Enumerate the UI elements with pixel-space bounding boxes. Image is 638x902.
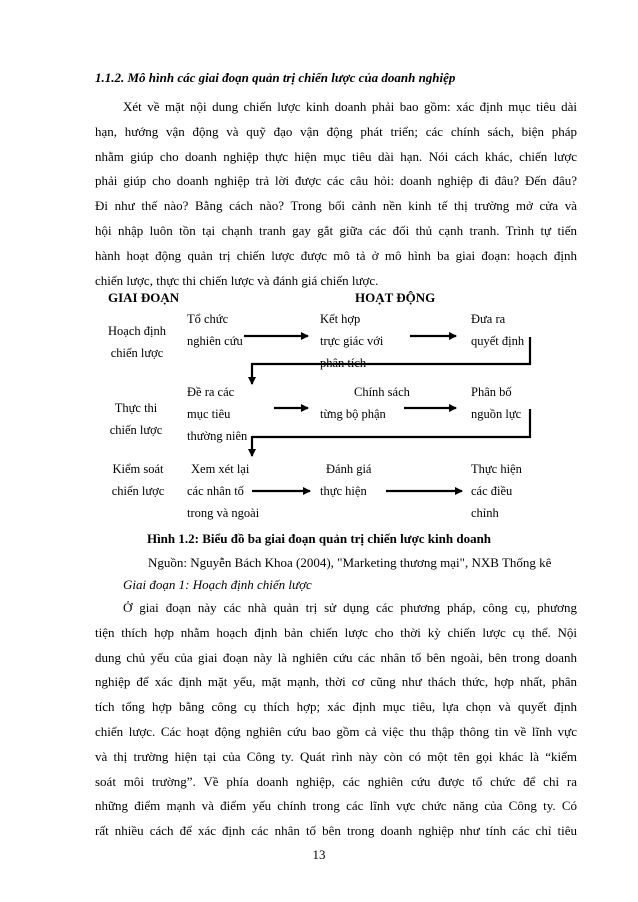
page-number: 13 [312, 847, 326, 862]
activity-box: Xem xét lại các nhân tố trong và ngoài [187, 462, 260, 520]
stage-column-header: GIAI ĐOẠN [108, 290, 180, 305]
text-line: những điểm mạnh và điểm yếu chính trong các lĩnh vực chức năng của Công ty. Có [95, 798, 577, 814]
text-line: hành hoạt động quản trị chiến lược được mô tả ở mô hình ba giai đoạn: hoạch định [95, 247, 577, 263]
figure-caption: Hình 1.2: Biểu đồ ba giai đoạn quản trị chiến lược kinh doanh [146, 531, 492, 546]
text-line: dung chủ yếu của giai đoạn này là nghiên cứu các nhân tố bên ngoài, bên trong doanh [95, 649, 577, 665]
activity-box: Chính sách từng bộ phận [320, 385, 410, 421]
text-line: rất nhiều cách để xác định các nhân tố bên trong doanh nghiệp như tính các chỉ tiêu [95, 823, 577, 839]
stage-name-planning: Hoạch định chiến lược [108, 324, 166, 360]
stage-name-control: Kiểm soát chiến lược [111, 462, 165, 498]
activity-box: Đề ra các mục tiêu thường niên [187, 385, 248, 443]
text-line: Xét về mặt nội dung chiến lược kinh doanh phải bao gồm: xác định mục tiêu dài [123, 99, 577, 114]
text-line: và thị trường hiện tại của Công ty. Quát rình này còn có một tên gọi khác là “kiểm [95, 748, 577, 764]
diagram-arrows [0, 280, 638, 530]
text-line: nghiệp để xác định mặt yếu, mặt mạnh, thời cơ cũng như thách thức, hợp nhất, phân [95, 674, 577, 690]
activity-column-header: HOẠT ĐỘNG [355, 290, 436, 305]
text-line: soát môi trường”. Về phía doanh nghiệp, các nghiên cứu được tổ chức để chỉ ra [95, 773, 577, 789]
text-line: phải giúp cho doanh nghiệp trả lời được các câu hỏi: doanh nghiệp đi đâu? Đến đâu? [95, 173, 577, 189]
intro-paragraph [95, 95, 577, 293]
text-line: chiến lược. Các hoạt động nghiên cứu bao gồm cả việc thu thập thông tin về lĩnh vực [95, 723, 577, 739]
text-line: chiến lược, thực thi chiến lược và đánh giá chiến lược. [95, 272, 379, 288]
subsection-title: Giai đoạn 1: Hoạch định chiến lược [123, 577, 312, 592]
activity-box: Tổ chức nghiên cứu [187, 312, 243, 348]
text-line: hạn, hướng vận động và quỹ đạo vận động phát triển; các chính sách, biện pháp [95, 123, 577, 139]
text-line: hội nhập luôn tồn tại chạnh tranh gay gắt giữa các đối thủ cạnh tranh. Trình tự tiến [95, 222, 577, 238]
text-line: tiện thích hợp nhằm hoạch định bản chiến lược cho thời kỳ chiến lược cụ thể. Nội [95, 624, 577, 640]
activity-box: Đánh giá thực hiện [320, 462, 372, 498]
text-line: Đi như thế nào? Bằng cách nào? Trong bối cảnh nền kinh tế thị trường mở cửa và [95, 198, 577, 214]
stage-name-implementation: Thực thi chiến lược [109, 401, 163, 437]
body-paragraph [95, 596, 577, 844]
figure-source: Nguồn: Nguyễn Bách Khoa (2004), "Marketing thương mại", NXB Thống kê [148, 555, 552, 570]
activity-box: Đưa ra quyết định [471, 312, 525, 348]
activity-box: Kết hợp trực giác với phân tích [320, 312, 384, 370]
text-line: nhằm giúp cho doanh nghiệp thực hiện mục tiêu dài hạn. Nói cách khác, chiến lược [95, 148, 577, 164]
activity-box: Phân bố nguồn lực [471, 385, 522, 421]
three-stage-diagram [0, 280, 638, 530]
activity-box: Thực hiện các điều chỉnh [471, 462, 522, 520]
text-line: Ở giai đoạn này các nhà quản trị sử dụng các phương pháp, công cụ, phương [123, 600, 577, 615]
section-heading: 1.1.2. Mô hình các giai đoạn quản trị chiến lược của doanh nghiệp [95, 70, 456, 85]
text-line: tích tổng hợp bằng công cụ thích hợp; xác định mục tiêu, lựa chọn và quyết định [95, 699, 577, 715]
